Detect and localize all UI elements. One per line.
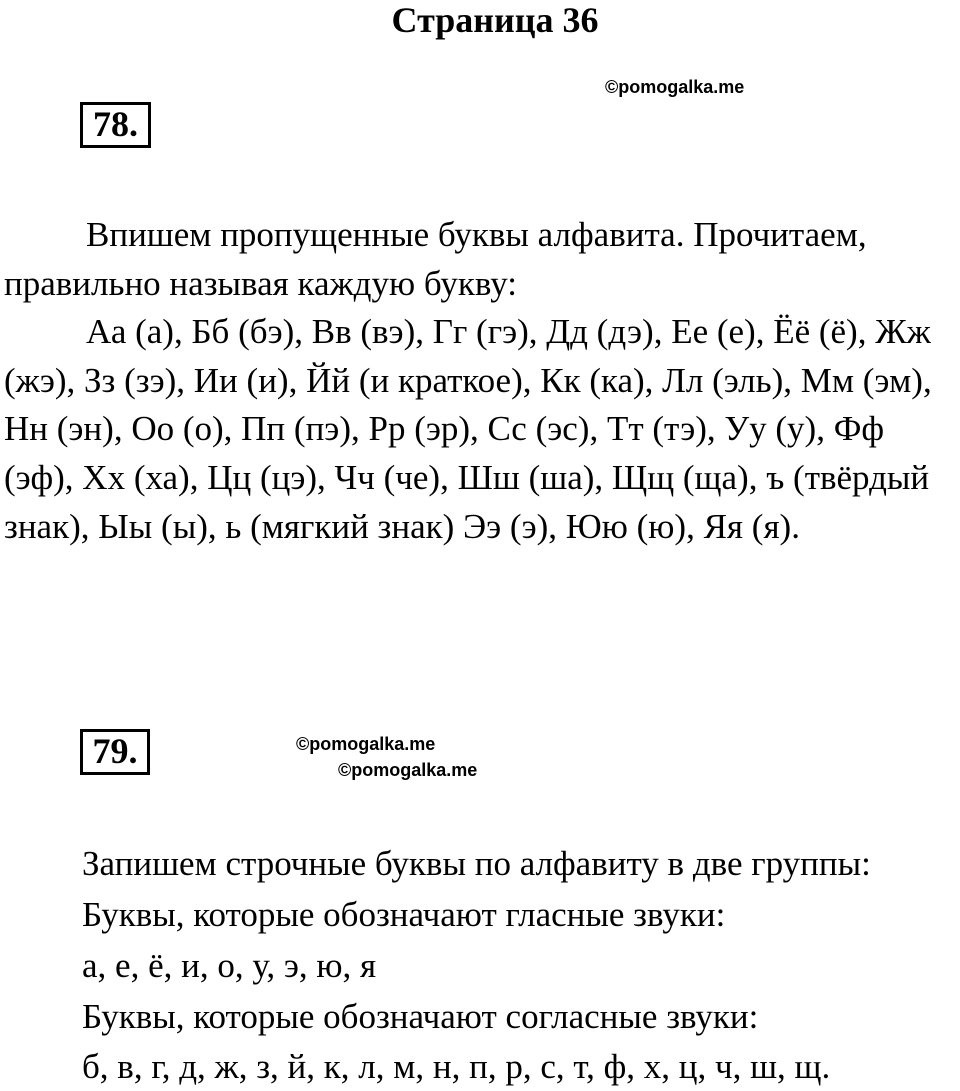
- task-78-intro: Впишем пропущенные буквы алфавита. Прочитаем, правильно называя каждую букву:: [4, 215, 867, 303]
- task-79-intro: Запишем строчные буквы по алфавиту в две группы:: [82, 844, 871, 883]
- task-number-79: 79.: [80, 729, 150, 775]
- task-number-78: 78.: [80, 102, 151, 148]
- page-title: Страница 36: [391, 0, 599, 40]
- task-78-content: [4, 211, 959, 551]
- watermark: ©pomogalka.me: [296, 734, 436, 754]
- task-79-vowels-label: Буквы, которые обозначают гласные звуки:: [82, 895, 726, 934]
- task-79-consonants: б, в, г, д, ж, з, й, к, л, м, н, п, р, с, т, ф, х, ц, ч, ш, щ.: [82, 1047, 831, 1086]
- task-79-vowels: а, е, ё, и, о, у, э, ю, я: [82, 946, 377, 985]
- watermark: ©pomogalka.me: [605, 77, 745, 97]
- watermark: ©pomogalka.me: [338, 760, 478, 780]
- task-78-alphabet: Аа (а), Бб (бэ), Вв (вэ), Гг (гэ), Дд (дэ), Ее (е), Ёё (ё), Жж (жэ), Зз (зэ), Ии (и), Йй (и краткое), Кк (ка), Лл (эль), Мм (эм), Нн (эн), Оо (о), Пп (пэ), Рр (эр), Сс (эс), Тт (тэ), Уу (у), Фф (эф), Хх (ха), Цц (цэ), Чч (че), Шш (ша), Щщ (ща), ъ (твёрдый знак), Ыы (ы), ь (мягкий знак) Ээ (э), Юю (ю), Яя (я).: [4, 312, 932, 546]
- task-79-consonants-label: Буквы, которые обозначают согласные звуки:: [82, 997, 759, 1036]
